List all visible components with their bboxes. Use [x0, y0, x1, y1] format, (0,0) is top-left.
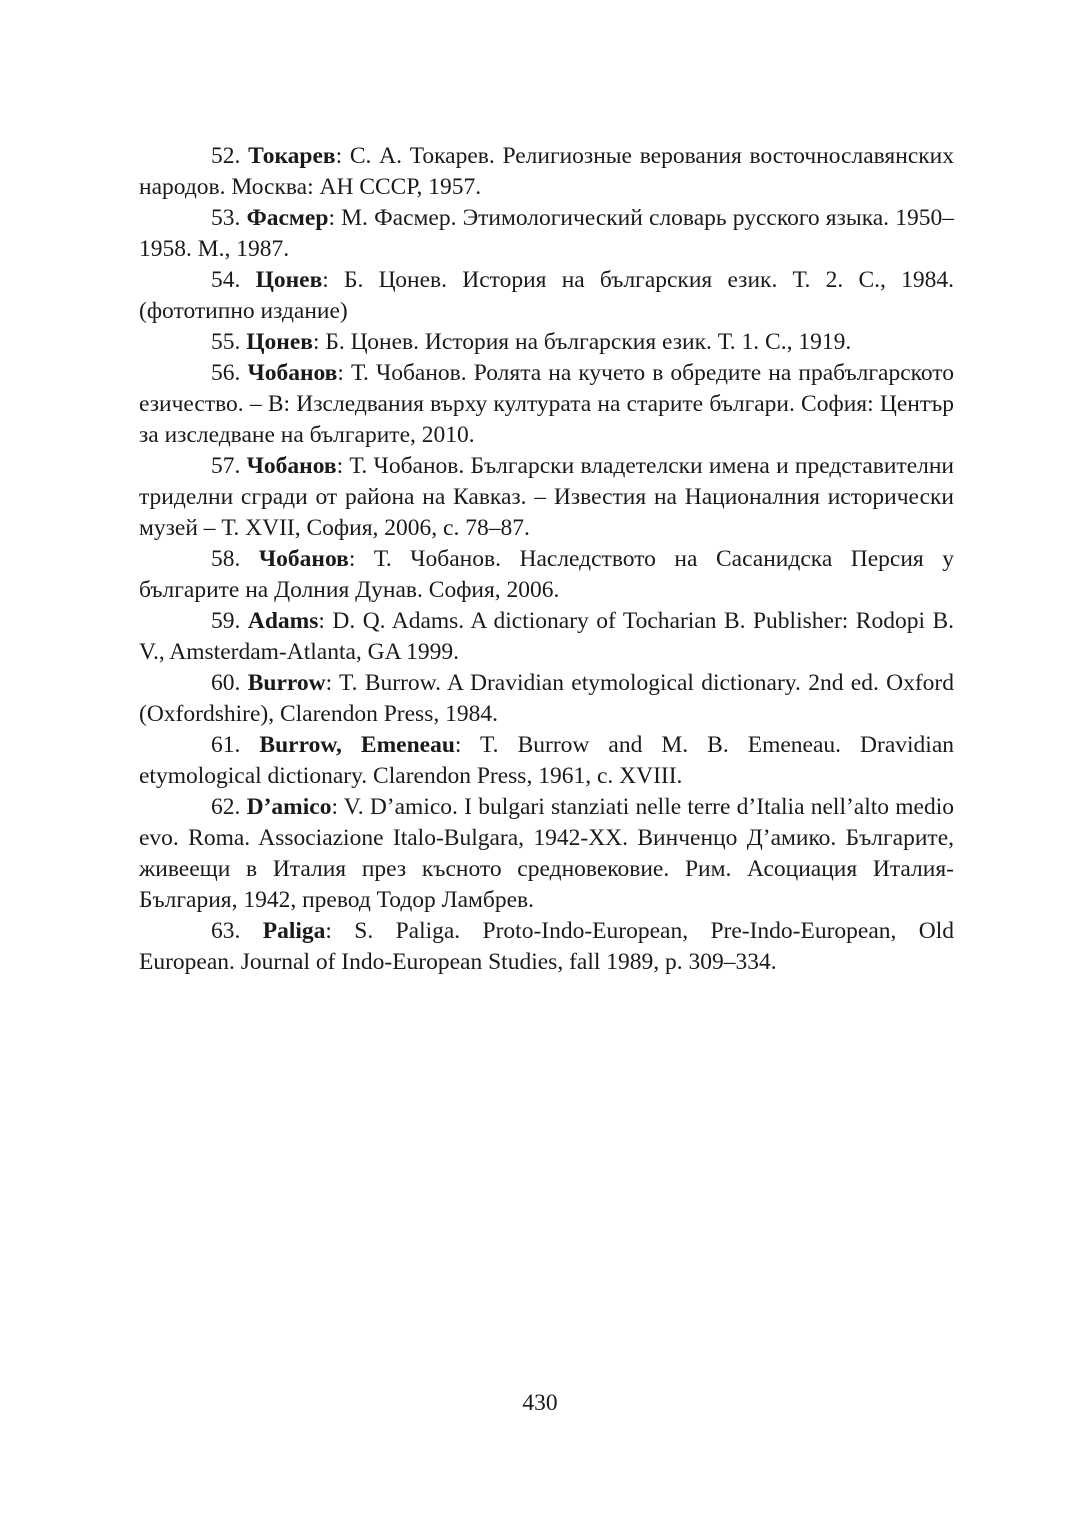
- entry-text: : С. А. Токарев. Религиозные верования восточнославянских народов. Москва: АН СССР, 1957.: [139, 143, 954, 200]
- bibliography-entry: [139, 265, 954, 327]
- entry-text: : S. Paliga. Proto-Indo-European, Pre-Indo-European, Old European. Journal of Indo-European Studies, fall 1989, p. 309–334.: [139, 918, 955, 975]
- entry-key: Paliga: [262, 918, 326, 944]
- entry-key: Чобанов: [258, 546, 349, 572]
- bibliography-entry: [139, 668, 954, 730]
- entry-text: : Б. Цонев. История на българския език. Т. 1. С., 1919.: [312, 329, 852, 355]
- entry-text: : D. Q. Adams. A dictionary of Tocharian B. Publisher: Rodopi B. V., Amsterdam-Atlanta, GA 1999.: [139, 608, 955, 665]
- bibliography-entry: [139, 451, 954, 544]
- entry-key: Burrow: [247, 670, 326, 696]
- entry-key: Цонев: [255, 267, 323, 293]
- bibliography-entry: [139, 916, 954, 978]
- entry-text: : T. Burrow and M. B. Emeneau. Dravidian etymological dictionary. Clarendon Press, 1961, c. XVIII.: [139, 732, 955, 789]
- bibliography-entry: [139, 792, 954, 916]
- entry-number: 62.: [211, 794, 241, 820]
- entry-number: 63.: [211, 918, 241, 944]
- bibliography-list: [139, 141, 954, 978]
- entry-number: 61.: [211, 732, 241, 758]
- bibliography-entry: [139, 544, 954, 606]
- entry-key: Burrow, Emeneau: [259, 732, 455, 758]
- entry-number: 59.: [211, 608, 241, 634]
- bibliography-entry: [139, 141, 954, 203]
- entry-number: 53.: [211, 205, 241, 231]
- entry-text: : Т. Чобанов. Наследството на Сасанидска Персия у българите на Долния Дунав. София, 2006.: [139, 546, 955, 603]
- bibliography-entry: [139, 203, 954, 265]
- entry-key: Adams: [247, 608, 319, 634]
- entry-key: Чобанов: [247, 360, 338, 386]
- entry-number: 52.: [211, 143, 241, 169]
- entry-key: D’amico: [246, 794, 332, 820]
- entry-number: 56.: [211, 360, 241, 386]
- page-number: 430: [522, 1390, 558, 1416]
- entry-number: 54.: [211, 267, 241, 293]
- entry-key: Токарев: [248, 143, 336, 169]
- entry-key: Фасмер: [246, 205, 329, 231]
- entry-text: : V. D’amico. I bulgari stanziati nelle terre d’Italia nell’alto medio evo. Roma. Associazione Italo-Bulgara, 1942-XX. Винченцо Д’амико. Българите, живеещи в Италия през късното средновековие. Рим. Асоциация Италия-България, 1942, превод Тодор Ламбрев.: [139, 794, 955, 913]
- entry-text: : Т. Чобанов. Ролята на кучето в обредите на прабългарското езичество. – В: Изследвания върху културата на старите българи. София: Център за изследване на българите, 2010.: [139, 360, 955, 448]
- entry-number: 55.: [211, 329, 241, 355]
- entry-number: 57.: [211, 453, 241, 479]
- entry-text: : Б. Цонев. История на българския език. Т. 2. С., 1984. (фототипно издание): [139, 267, 954, 324]
- entry-text: : Т. Чобанов. Български владетелски имена и представителни триделни сгради от района на Кавказ. – Известия на Националния исторически музей – Т. XVII, София, 2006, с. 78–87.: [139, 453, 955, 541]
- entry-text: : М. Фасмер. Этимологический словарь русского языка. 1950–1958. М., 1987.: [139, 205, 954, 262]
- entry-key: Чобанов: [246, 453, 337, 479]
- bibliography-entry: [139, 358, 954, 451]
- bibliography-entry: [139, 327, 954, 358]
- entry-key: Цонев: [246, 329, 313, 355]
- entry-number: 60.: [211, 670, 241, 696]
- entry-text: : T. Burrow. A Dravidian etymological dictionary. 2nd ed. Oxford (Oxfordshire), Clarendon Press, 1984.: [139, 670, 955, 727]
- bibliography-entry: [139, 730, 954, 792]
- bibliography-entry: [139, 606, 954, 668]
- entry-number: 58.: [211, 546, 241, 572]
